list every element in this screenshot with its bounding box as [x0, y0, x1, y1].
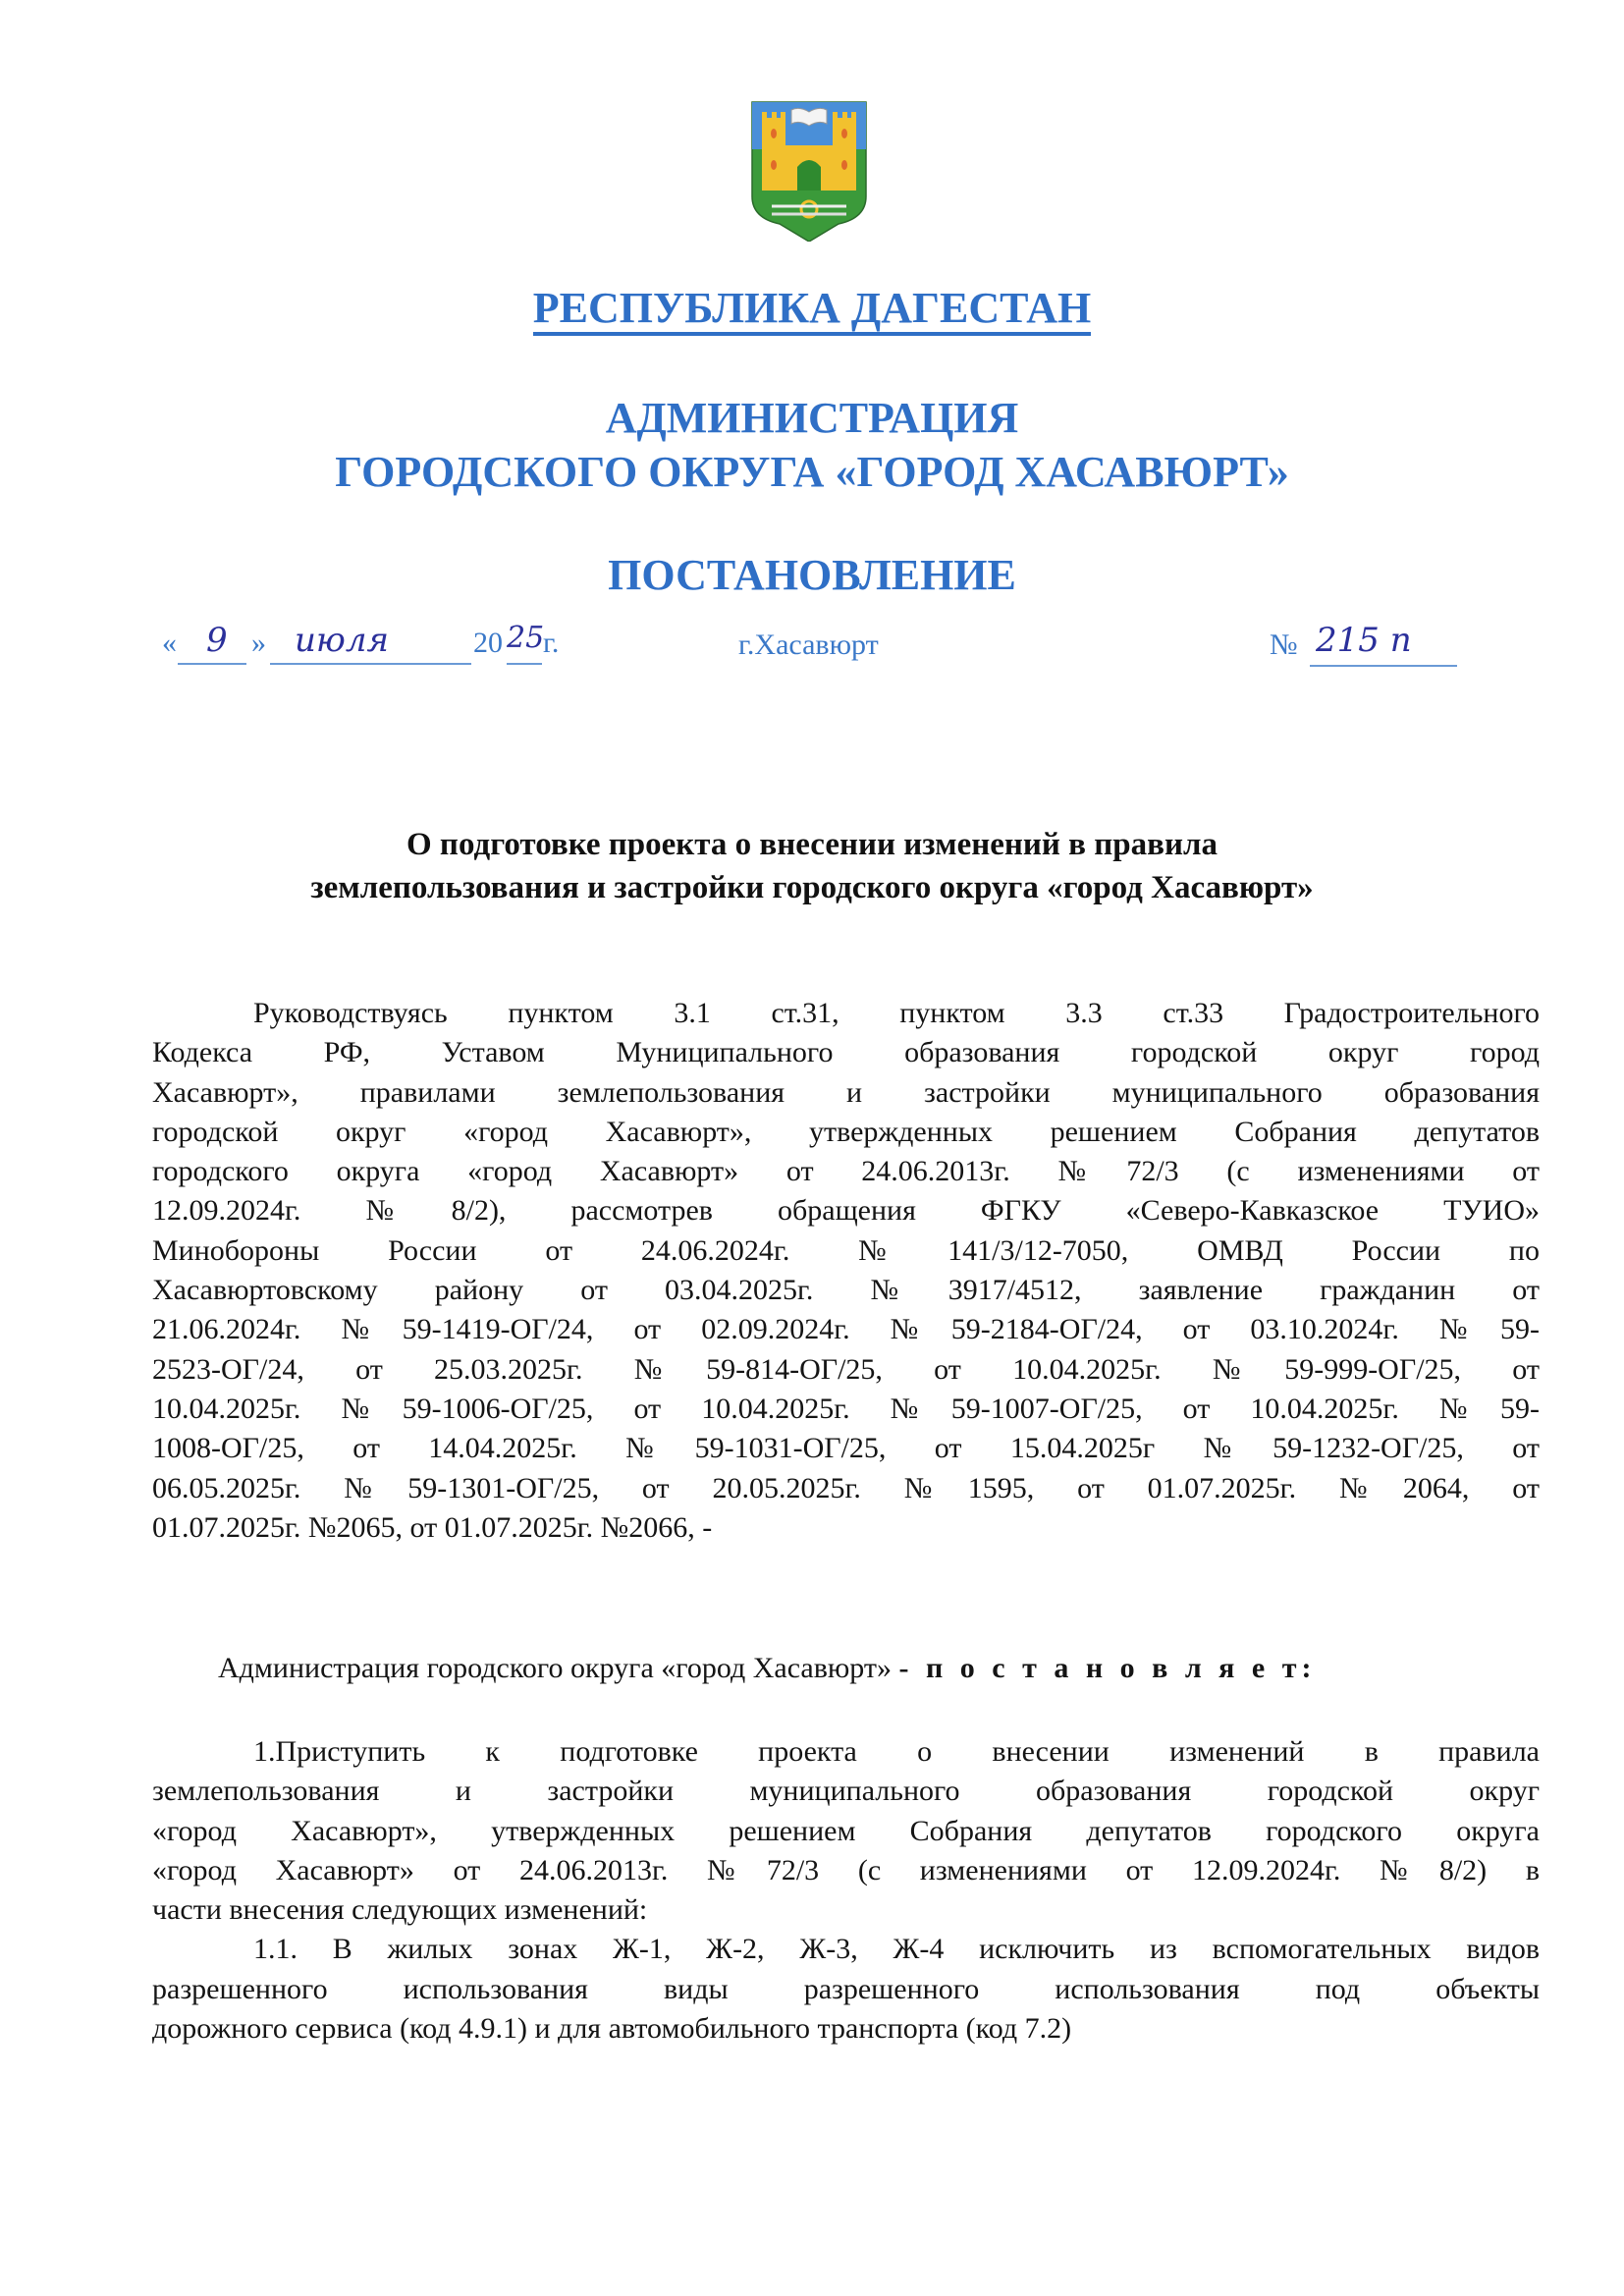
- date-year-prefix: 20: [473, 627, 503, 659]
- date-number-line: [0, 621, 1624, 670]
- number-underline: [1310, 664, 1457, 667]
- preamble-line: Хасавюрт», правилами землепользования и застройки муниципального образования: [152, 1075, 1540, 1109]
- preamble-line: 12.09.2024г. №8/2), рассмотрев обращения ФГКУ «Северо-Кавказское ТУИО»: [152, 1194, 1540, 1228]
- date-year-suffix: 25: [507, 621, 545, 655]
- administration-subheading: ГОРОДСКОГО ОКРУГА «ГОРОД ХАСАВЮРТ»: [335, 448, 1289, 496]
- republic-heading-text: РЕСПУБЛИКА ДАГЕСТАН: [533, 284, 1092, 336]
- month-underline: [270, 662, 471, 665]
- city-name: г.Хасавюрт: [738, 629, 879, 661]
- preamble-line: 06.05.2025г. №59-1301-ОГ/25, от 20.05.2025г. №1595, от 01.07.2025г. №2064, от: [152, 1471, 1540, 1504]
- document-number: 215 п: [1316, 621, 1412, 660]
- item-1-1-line: разрешенного использования виды разрешенного использования под объекты: [152, 1972, 1540, 2005]
- preamble-line: Руководствуясь пунктом 3.1 ст.31, пунктом 3.3 ст.33 Градостроительного: [253, 997, 1540, 1029]
- date-month: июля: [295, 621, 389, 660]
- date-year-unit: г.: [543, 627, 560, 659]
- administration-heading: АДМИНИСТРАЦИЯ: [605, 394, 1019, 442]
- document-title-line-2: землепользования и застройки городского округа «город Хасавюрт»: [310, 870, 1314, 905]
- item-1-1-line: дорожного сервиса (код 4.9.1) и для автомобильного транспорта (код 7.2): [152, 2012, 1072, 2046]
- date-close-quote: »: [251, 627, 266, 659]
- day-underline: [178, 662, 246, 665]
- resolution-verb: - п о с т а н о в л я е т:: [898, 1652, 1317, 1684]
- preamble-line: городской округ «город Хасавюрт», утвержденных решением Собрания депутатов: [152, 1115, 1540, 1148]
- preamble-line: 2523-ОГ/24, от 25.03.2025г. №59-814-ОГ/25, от 10.04.2025г. №59-999-ОГ/25, от: [152, 1352, 1540, 1386]
- item-1-line: землепользования и застройки муниципального образования городской округ: [152, 1775, 1540, 1808]
- item-1-line: части внесения следующих изменений:: [152, 1893, 648, 1927]
- document-title-line-1: О подготовке проекта о внесении изменений в правила: [406, 827, 1218, 862]
- preamble-line: 10.04.2025г. №59-1006-ОГ/25, от 10.04.2025г. №59-1007-ОГ/25, от 10.04.2025г. №59-: [152, 1392, 1540, 1425]
- coat-of-arms-icon: [748, 98, 870, 242]
- preamble-line: 1008-ОГ/25, от 14.04.2025г. №59-1031-ОГ/25, от 15.04.2025г №59-1232-ОГ/25, от: [152, 1432, 1540, 1465]
- preamble-line: 21.06.2024г. №59-1419-ОГ/24, от 02.09.2024г. №59-2184-ОГ/24, от 03.10.2024г. №59-: [152, 1313, 1540, 1346]
- document-type-heading: ПОСТАНОВЛЕНИЕ: [608, 551, 1016, 599]
- preamble-line: Кодекса РФ, Уставом Муниципального образования городской округ город: [152, 1036, 1540, 1069]
- preamble-line: Хасавюртовскому району от 03.04.2025г. №3917/4512, заявление гражданин от: [152, 1274, 1540, 1307]
- preamble-line: Минобороны России от 24.06.2024г. №141/3/12-7050, ОМВД России по: [152, 1233, 1540, 1267]
- resolution-clause: [218, 1652, 1316, 1685]
- preamble-paragraph: [152, 994, 1540, 1548]
- preamble-line: 01.07.2025г. №2065, от 01.07.2025г. №2066, -: [152, 1510, 713, 1544]
- year-underline: [507, 662, 542, 665]
- item-1-1-line: 1.1. В жилых зонах Ж-1, Ж-2, Ж-3, Ж-4 исключить из вспомогательных видов: [253, 1933, 1540, 1966]
- republic-heading: [0, 283, 1624, 333]
- item-1-line: «город Хасавюрт», утвержденных решением Собрания депутатов городского округа: [152, 1814, 1540, 1847]
- date-open-quote: «: [162, 627, 177, 659]
- item-1-paragraph: [152, 1732, 1540, 2049]
- date-day: 9: [206, 621, 228, 660]
- item-1-line: 1.Приступить к подготовке проекта о внесении изменений в правила: [253, 1735, 1540, 1768]
- item-1-line: «город Хасавюрт» от 24.06.2013г. №72/3 (с изменениями от 12.09.2024г. №8/2) в: [152, 1853, 1540, 1886]
- preamble-line: городского округа «город Хасавюрт» от 24.06.2013г. №72/3 (с изменениями от: [152, 1155, 1540, 1188]
- resolution-lead: Администрация городского округа «город Хасавюрт»: [218, 1652, 899, 1684]
- number-label: №: [1270, 629, 1298, 661]
